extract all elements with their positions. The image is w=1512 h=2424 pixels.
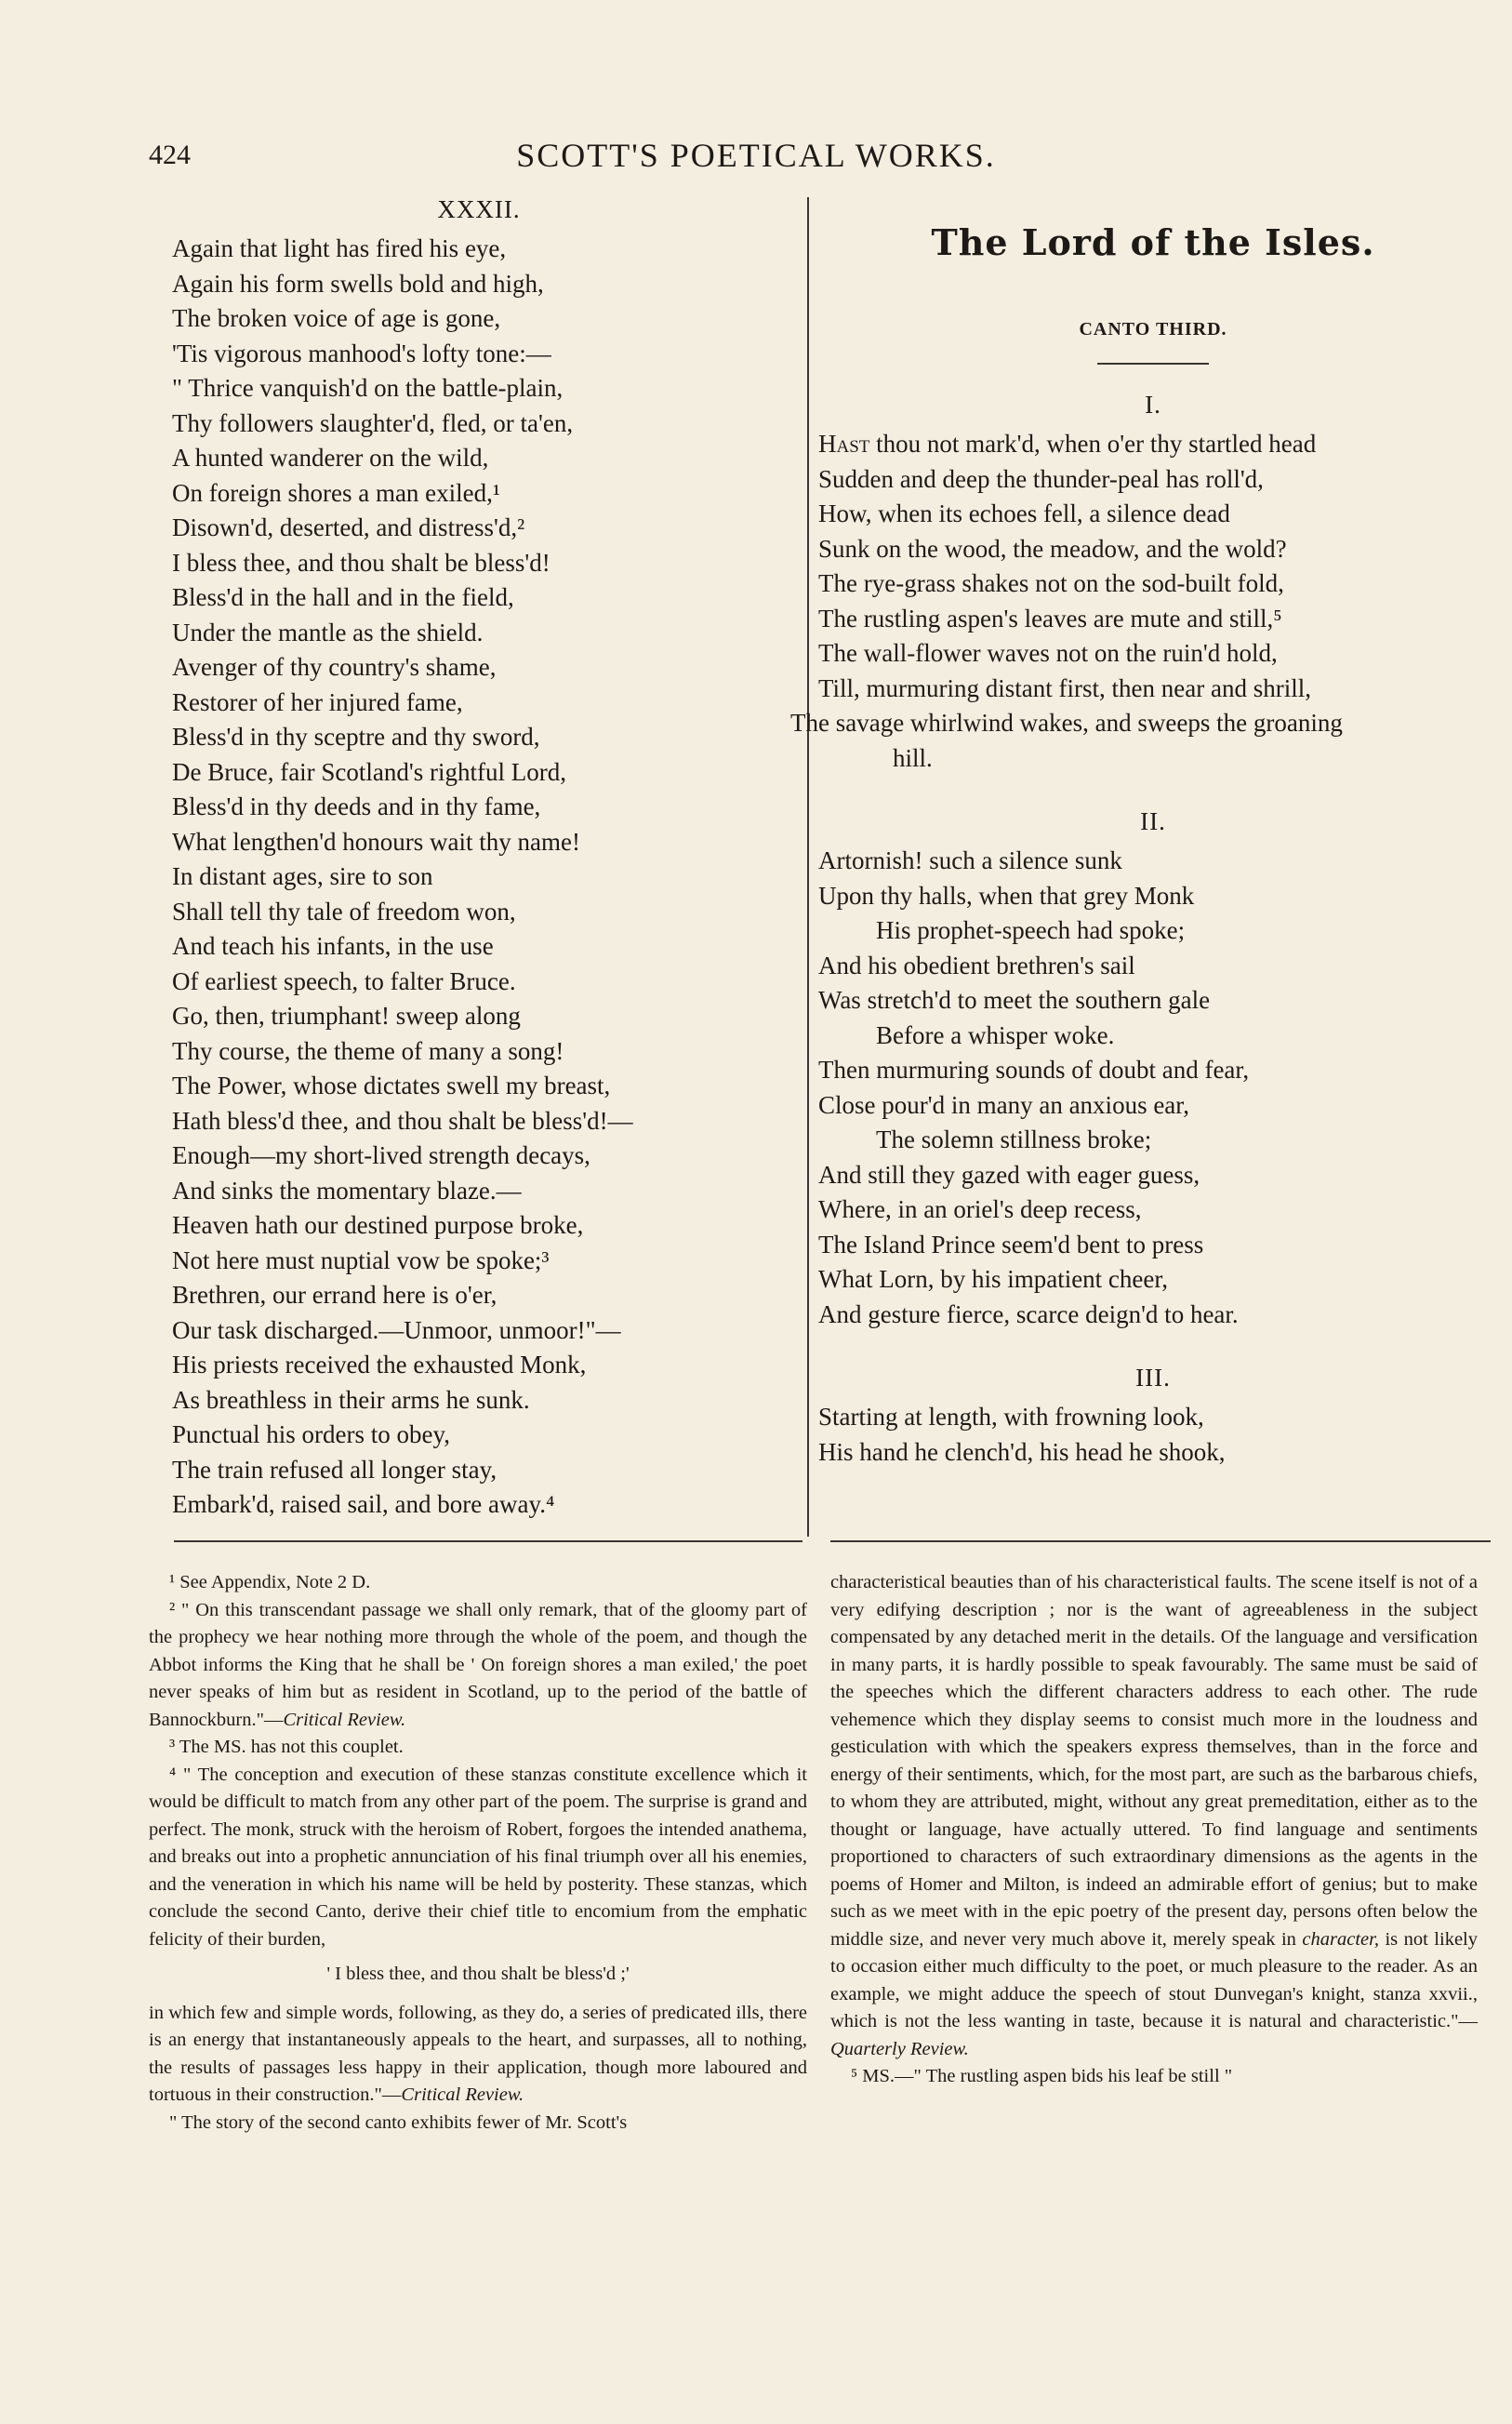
verse-line: On foreign shores a man exiled,¹ [172,478,500,507]
verse-line: Go, then, triumphant! sweep along [172,1002,521,1030]
footnote-2-text: ² " On this transcendant passage we shall only remark, that of the gloomy part of the prophecy we hear nothing more through the whole of the poem, and though the Abbot informs the King that he shall be ' On foreign shores a man exiled,' the poet never speaks of him but as resident in Scotland, up to the period of the battle of Bannockburn."— [149,1599,807,1730]
verse-line: How, when its echoes fell, a silence dead [818,499,1230,527]
verse-line: Sudden and deep the thunder-peal has roll'd, [818,464,1264,493]
alexandrine-end: hill. [893,743,933,772]
verse-line: Before a whisper woke. [876,1020,1115,1049]
verse-line: The broken voice of age is gone, [172,304,501,332]
verse-stanza-xxxii [172,232,786,1523]
verse-line: Thy course, the theme of many a song! [172,1036,564,1065]
verse-line: I bless thee, and thou shalt be bless'd! [172,548,550,577]
footnotes-right [830,1569,1478,2091]
verse-line: A hunted wanderer on the wild, [172,444,489,472]
footnote-2-citation: Critical Review. [283,1709,406,1730]
stanza-number: XXXII. [437,195,521,223]
stanza-i-lines [818,462,1488,707]
verse-line: Enough—my short-lived strength decays, [172,1141,590,1169]
footnote-rule [830,1540,1491,1542]
verse-line: His priests received the exhausted Monk, [172,1351,587,1378]
verse-line: Sunk on the wood, the meadow, and the wold? [818,534,1287,563]
verse-line: Starting at length, with frowning look, [818,1403,1204,1431]
footnote-4: ⁴ " The conception and execution of these stanzas constitute excellence which it would be difficult to match from any other part of the poem. The surprise is grand and perfect. The monk, struck with the heroism of Robert, forgoes the intended anathema, and breaks out into a prophetic annunciation of his final triumph over all his enemies, and the veneration in which his name will be held by posterity. These stanzas, which conclude the second Canto, derive their chief title to encomium from the emphatic felicity of their burden, [149,1764,807,1950]
first-line-rest: thou not mark'd, when o'er thy startled head [869,430,1317,458]
canto-heading: CANTO THIRD. [1079,319,1227,340]
verse-line: Again his form swells bold and high, [172,269,544,298]
footnote-cont-text: characteristical beauties than of his characteristical faults. The scene itself is not of a very edifying description ; nor is the want of agreeableness in the subject compensated by any detached merit in the details. Of the language and versification in many parts, it is hardly possible to speak favourably. The same must be said of the speeches which the different characters address to each other. The rude vehemence which they display seems to consist much more in the loudness and gesticulation with which the speakers express themselves, than in the force and energy of their sentiments, which, for the most part, are such as the barbarous chiefs, to whom they are attributed, might, without any great premeditation, either as to the thought or language, have actually uttered. To find language and sentiments proportioned to characters of such extraordinary dimensions as the agents in the poems of Homer and Milton, is indeed an admirable effort of genius; but to make such as we meet with in the epic poetry of the present day, persons often below the middle size, and never very much above it, merely speak in [830,1572,1478,1950]
footnote-citation: Quarterly Review. [830,2038,969,2059]
verse-stanza-i [790,427,1488,776]
verse-line: Bless'd in thy deeds and in thy fame, [172,792,541,820]
verse-line: As breathless in their arms he sunk. [172,1385,530,1414]
verse-line: De Bruce, fair Scotland's rightful Lord, [172,757,566,786]
verse-line: Thy followers slaughter'd, fled, or ta'en, [172,408,574,437]
footnote-2 [149,1597,807,1735]
verse-line: His prophet-speech had spoke; [876,916,1186,944]
verse-line [818,427,1488,462]
stanza-number: I. [1145,391,1161,419]
footnotes-left [149,1569,807,2137]
verse-line: Bless'd in thy sceptre and thy sword, [172,723,540,751]
verse-line: Our task discharged.—Unmoor, unmoor!"— [172,1315,621,1344]
footnote-5: ⁵ MS.—" The rustling aspen bids his leaf be still " [851,2066,1233,2086]
page-number: 424 [149,140,191,170]
verse-line: Close pour'd in many an anxious ear, [818,1090,1189,1119]
verse-line: Punctual his orders to obey, [172,1420,450,1448]
verse-line: Brethren, our errand here is o'er, [172,1281,497,1309]
footnote-cont-text-2: is not likely to occasion either much difficulty to the poet, or much pleasure to the reader. As an example, we might adduce the speech of stout Dunvegan's knight, stanza xxvii., which is not the less wanting in taste, because it is natural and characteristic."— [830,1928,1478,2031]
verse-line: What lengthen'd honours wait thy name! [172,827,581,856]
verse-line: Bless'd in the hall and in the field, [172,583,514,611]
verse-line: Not here must nuptial vow be spoke;³ [172,1245,550,1274]
verse-line: And teach his infants, in the use [172,932,494,960]
verse-line: The solemn stillness broke; [876,1125,1152,1153]
verse-line: Was stretch'd to meet the southern gale [818,986,1211,1014]
verse-line: Then murmuring sounds of doubt and fear, [818,1056,1250,1084]
stanza-number: III. [1135,1364,1171,1392]
stanza-number: II. [1140,807,1166,835]
verse-line: His hand he clench'd, his head he shook, [818,1437,1226,1466]
verse-line: Of earliest speech, to falter Bruce. [172,966,516,995]
poem-title: The Lord of the Isles. [931,221,1375,263]
verse-line: And sinks the momentary blaze.— [172,1176,522,1205]
footnote-continued [830,1569,1478,2063]
verse-line: Upon thy halls, when that grey Monk [818,881,1195,910]
footnote-rule [174,1540,802,1542]
running-head: SCOTT'S POETICAL WORKS. [516,137,996,174]
verse-line: 'Tis vigorous manhood's lofty tone:— [172,339,551,367]
verse-stanza-ii [818,844,1488,1332]
verse-line: Again that light has fired his eye, [172,234,507,262]
verse-line: Shall tell thy tale of freedom won, [172,897,516,926]
verse-line: And still they gazed with eager guess, [818,1160,1200,1189]
verse-line: Restorer of her injured fame, [172,687,463,716]
verse-line: Till, murmuring distant first, then near and shrill, [818,673,1311,702]
alexandrine-line: The savage whirlwind wakes, and sweeps the groaning [790,709,1343,737]
verse-line: The train refused all longer stay, [172,1455,497,1484]
verse-line: The Island Prince seem'd bent to press [818,1230,1204,1259]
verse-line: The rustling aspen's leaves are mute and still,⁵ [818,604,1282,633]
right-column [790,195,1488,1470]
footnote-4-next: " The story of the second canto exhibits fewer of Mr. Scott's [169,2111,628,2133]
verse-line: And gesture fierce, scarce deign'd to hear. [818,1299,1239,1328]
verse-line: What Lorn, by his impatient cheer, [818,1265,1169,1293]
footnote-4-quote: ' I bless thee, and thou shalt be bless'd ;' [326,1964,630,1984]
left-column [172,195,786,1523]
verse-line: Under the mantle as the shield. [172,618,484,646]
verse-line: And his obedient brethren's sail [818,951,1135,979]
title-rule [1097,363,1209,365]
footnote-4-citation: Critical Review. [401,2084,524,2105]
verse-line: The Power, whose dictates swell my breast, [172,1072,611,1099]
verse-line: Where, in an oriel's deep recess, [818,1195,1142,1223]
footnote-4-continued [149,2000,807,2110]
footnote-cont-italic: character, [1302,1928,1379,1950]
verse-line: Avenger of thy country's shame, [172,653,497,681]
verse-line: In distant ages, sire to son [172,862,433,890]
verse-line: The rye-grass shakes not on the sod-built fold, [818,569,1284,597]
verse-line: Disown'd, deserted, and distress'd,² [172,513,525,541]
column-divider [807,197,809,1537]
verse-line: Hath bless'd thee, and thou shalt be bless'd!— [172,1106,633,1135]
footnote-4-cont-text: in which few and simple words, following, as they do, a series of predicated ills, there is an energy that instantaneously appeals to the heart, and surpasses, all to nothing, the results of passages less happy in their application, though more laboured and tortuous in their construction."— [149,2002,807,2105]
verse-line: Heaven hath our destined purpose broke, [172,1211,584,1239]
footnote-3: ³ The MS. has not this couplet. [169,1737,404,1757]
verse-line: Embark'd, raised sail, and bore away.⁴ [172,1490,555,1518]
verse-line: Artornish! such a silence sunk [818,846,1122,874]
verse-stanza-iii [818,1400,1488,1470]
verse-line: " Thrice vanquish'd on the battle-plain, [172,374,564,402]
initial-word: Hast [818,430,870,458]
footnote-1: ¹ See Appendix, Note 2 D. [169,1572,371,1592]
verse-line: The wall-flower waves not on the ruin'd hold, [818,639,1278,667]
